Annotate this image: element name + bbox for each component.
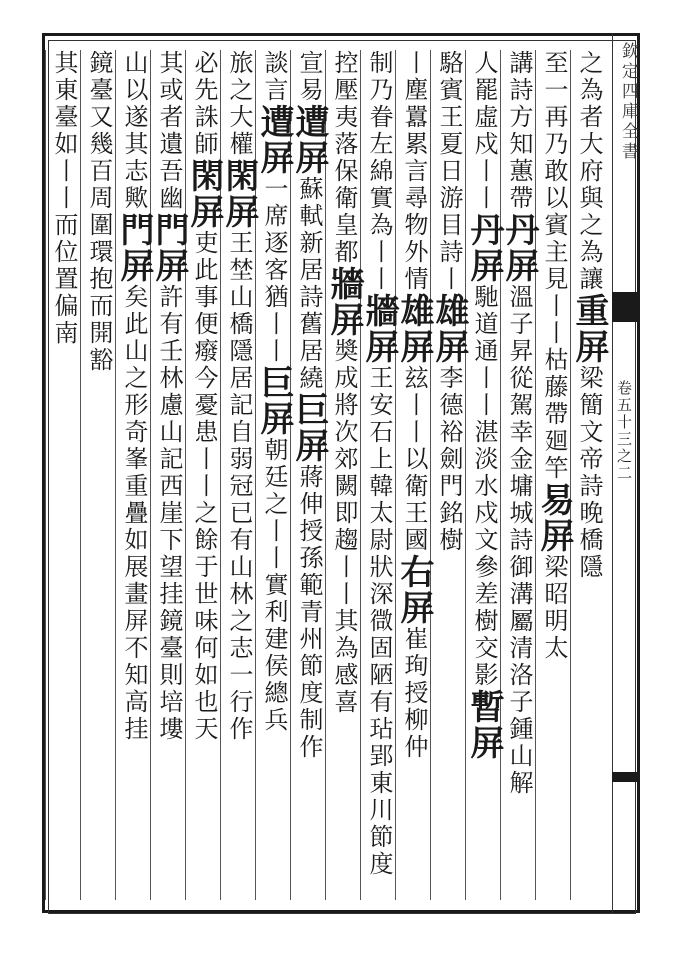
text-segment: 奬成將次郊闕即趨丨丨其為感喜 [330,338,358,716]
text-segment: 王埜山橋隱居記自弱冠已有山林之志一行作 [225,230,253,743]
text-column [256,50,292,908]
text-segment: 必先誅師 [190,50,218,158]
text-column [116,50,152,908]
text-segment: 控壓夷落保衛皇都 [330,50,358,266]
text-segment: 蔣伸授孫範青州節度制作 [295,464,323,761]
text-segment: 人罷虛戍丨丨 [470,50,498,212]
entry-heading: 雄屏 [394,293,434,365]
entry-heading: 閑屏 [184,158,224,230]
text-segment: 吏此事便癈今憂患丨丨之餘于世味何如也天 [190,230,218,743]
fishtail-mark-lower [612,772,640,782]
text-column [466,50,502,908]
entry-heading: 門屏 [149,212,189,284]
text-segment: 山以遂其志歟 [120,50,148,212]
entry-heading: 牆屏 [324,266,364,338]
entry-heading: 牆屏 [359,293,399,365]
text-segment: 王安石上韓太尉狀深㣲固陋有玷 [365,365,393,743]
entry-heading: 丹屏 [464,212,504,284]
entry-heading: 丹屏 [499,212,539,284]
text-segment: 宣易 [295,50,323,104]
text-column [361,50,397,908]
text-segment: 之為者大府與之為讓 [575,50,603,293]
text-segment: 蘇軾新居詩舊居繞 [295,176,323,392]
entry-heading: 門屏 [114,212,154,284]
column-rule [45,50,46,900]
text-segment: 馳道通丨丨湛淡水戍文參差樹交影 [470,284,498,689]
text-segment: 講詩方知蕙帶 [505,50,533,212]
text-segment: 郢東川節度 [365,743,393,878]
entry-heading: 閑屏 [219,158,259,230]
text-column [326,50,362,908]
text-segment: 至一再乃敢以賓主見 [540,50,568,293]
text-segment: 一席逐客猶丨丨 [260,176,288,365]
text-segment: 梁昭明太 [540,554,568,662]
entry-heading: 雄屏 [429,293,469,365]
entry-heading: 重屏 [569,293,609,365]
text-segment: 李德裕劍門銘樹 [435,365,463,554]
entry-heading: 遭屏 [289,104,329,176]
entry-heading: 易屏 [534,482,574,554]
text-segment: 崔珣授柳仲 [400,626,428,761]
text-segment: 梁簡文帝詩晚橋隱 [575,365,603,581]
text-column [571,50,607,908]
text-segment: 子鍾山解 [505,689,533,797]
text-column [151,50,187,908]
text-column [81,50,117,908]
text-segment: 許有壬林慮山記西崖下望挂鏡臺則培塿 [155,284,183,743]
text-column [501,50,537,908]
entry-heading: 巨屏 [289,392,329,464]
text-segment: 矣此山之形奇峯重疊如展畫屏不知高挂 [120,284,148,743]
text-segment: 溫子昇從駕幸金墉城詩御溝屬清洛 [505,284,533,689]
text-segment: 其東臺如丨丨而位置偏南 [50,50,78,347]
text-segment: 玆丨丨以衛王國 [400,365,428,554]
text-segment: 旅之大權 [225,50,253,158]
margin-title: 欽定四庫全書 [618,42,638,162]
text-segment: 鏡臺又幾百周圍環抱而開豁 [85,50,113,374]
text-column [536,50,572,908]
entry-heading: 右屏 [394,554,434,626]
text-segment: 駱賓王夏日游目詩丨 [435,50,463,293]
volume-number: 卷五十三之二 [615,380,633,482]
text-segment: 其或者遺吾幽 [155,50,183,212]
text-column [46,50,82,908]
text-column [291,50,327,908]
text-segment: 丨塵囂累言尋物外情 [400,50,428,293]
entry-heading: 暫屏 [464,689,504,761]
entry-heading: 巨屏 [254,365,294,437]
text-segment: 丨丨枯藤帶廻竿 [540,293,568,482]
text-segment: 制乃眷左綿實為丨丨 [365,50,393,293]
entry-heading: 遭屏 [254,104,294,176]
text-column [431,50,467,908]
text-segment: 朝廷之丨丨實利建侯總兵 [260,437,288,734]
text-column [221,50,257,908]
text-column [396,50,432,908]
text-segment: 談言 [260,50,288,104]
text-column [186,50,222,908]
fishtail-mark [612,292,640,322]
